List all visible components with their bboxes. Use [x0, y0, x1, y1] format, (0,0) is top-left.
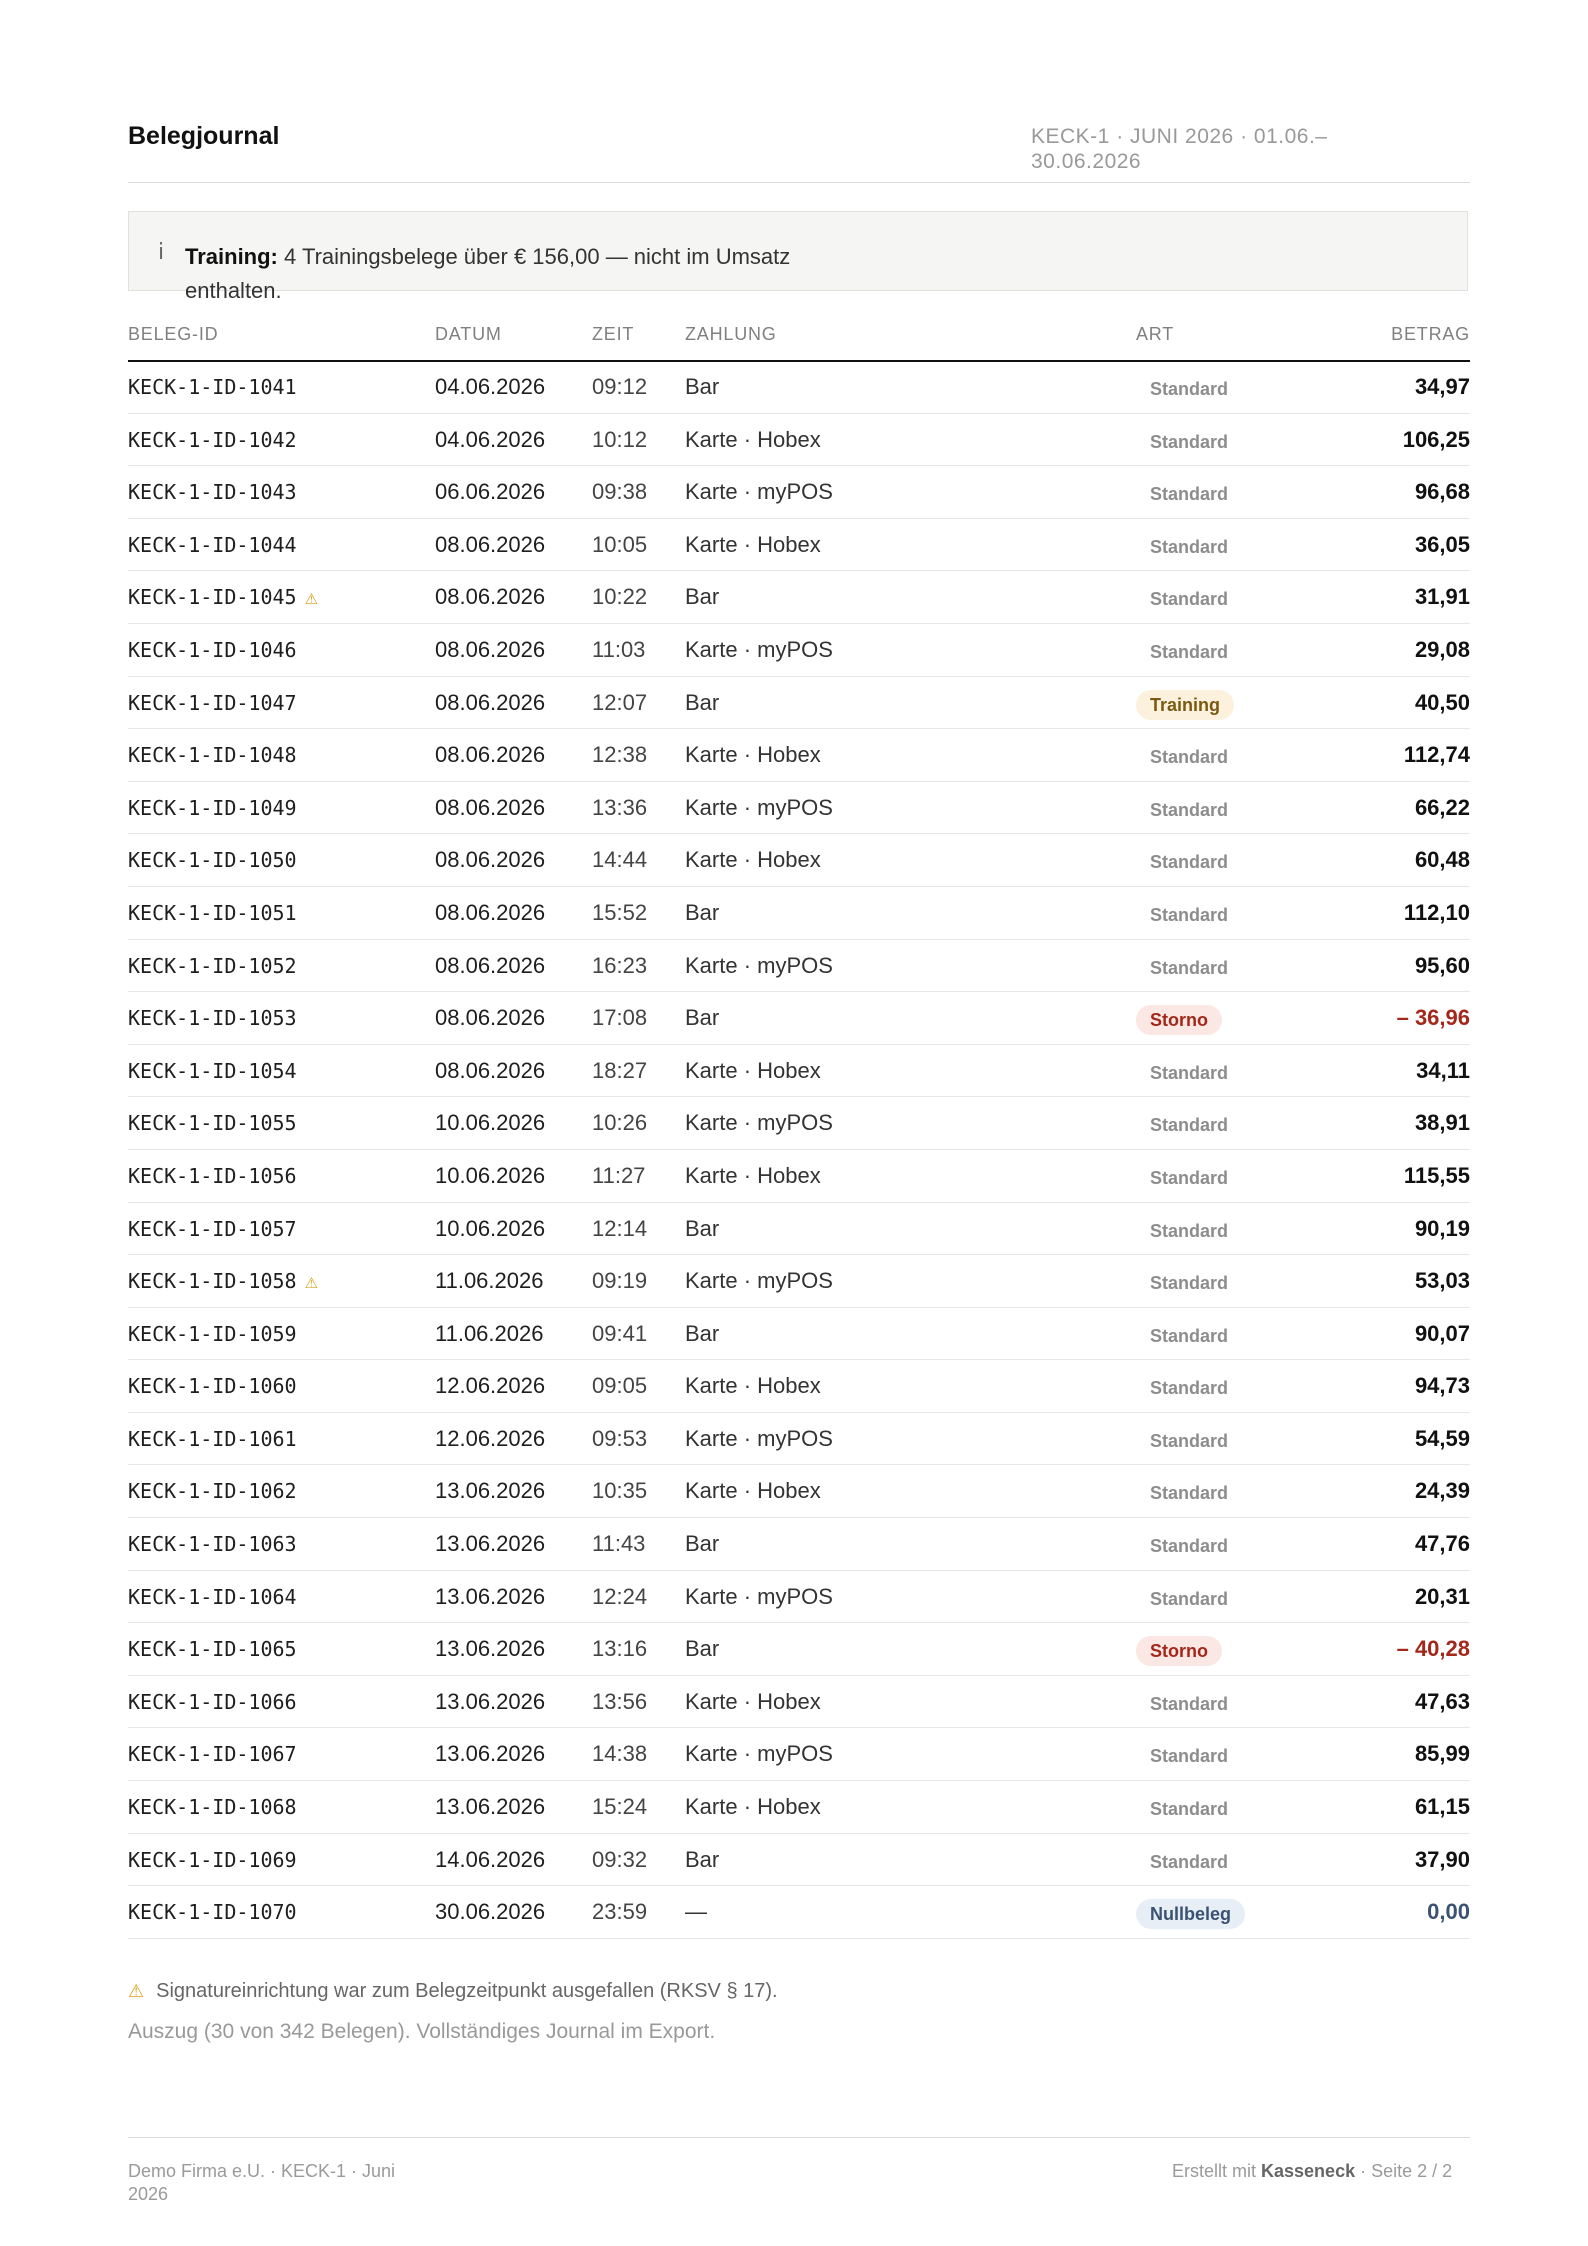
- receipt-amount: 40,50: [1414, 689, 1470, 715]
- receipt-id: [128, 1585, 297, 1609]
- receipt-type-badge: Standard: [1150, 484, 1229, 505]
- receipt-id-text: KECK-1-ID-1065: [128, 1637, 297, 1662]
- receipt-amount: 90,19: [1414, 1215, 1470, 1241]
- receipt-amount: 37,90: [1414, 1846, 1470, 1872]
- receipt-id: [128, 1269, 318, 1293]
- receipt-payment: Karte · myPOS: [685, 952, 833, 978]
- receipt-id: [128, 1111, 297, 1135]
- receipt-time: 09:41: [592, 1320, 648, 1346]
- table-row[interactable]: [128, 624, 1470, 677]
- receipt-amount: 112,74: [1403, 742, 1470, 768]
- receipt-time: 11:03: [592, 636, 646, 662]
- table-header: [128, 316, 1470, 362]
- footer-credit: [1172, 2160, 1472, 2183]
- receipt-date: 08.06.2026: [435, 1005, 546, 1031]
- receipt-id-text: KECK-1-ID-1042: [128, 427, 297, 452]
- receipt-id-text: KECK-1-ID-1048: [128, 743, 297, 768]
- receipt-payment: Bar: [685, 689, 720, 715]
- receipt-time: 09:38: [592, 479, 648, 505]
- table-row[interactable]: [128, 1150, 1470, 1203]
- receipt-id: [128, 1374, 297, 1398]
- receipt-id: [128, 1479, 297, 1503]
- table-row[interactable]: [128, 1255, 1470, 1308]
- report-meta: KECK-1 · JUNI 2026 · 01.06.–30.06.2026: [1031, 125, 1328, 173]
- training-info-box: [128, 211, 1468, 303]
- signature-note: [128, 1980, 778, 2003]
- receipt-id-text: KECK-1-ID-1045: [128, 585, 297, 610]
- table-row[interactable]: [128, 1203, 1470, 1256]
- receipt-type-badge: Standard: [1150, 1746, 1229, 1767]
- receipt-payment: Karte · Hobex: [685, 1688, 821, 1714]
- receipt-date: 10.06.2026: [435, 1162, 546, 1188]
- table-row[interactable]: [128, 361, 1470, 414]
- receipt-id-text: KECK-1-ID-1060: [128, 1374, 297, 1399]
- info-icon: i: [158, 240, 165, 265]
- receipt-amount: 115,55: [1403, 1162, 1470, 1188]
- receipt-time: 10:12: [592, 426, 648, 452]
- receipt-id-text: KECK-1-ID-1047: [128, 690, 297, 715]
- warning-icon: ⚠: [128, 1981, 145, 2002]
- receipt-date: 08.06.2026: [435, 531, 546, 557]
- receipt-payment: Bar: [685, 374, 720, 399]
- table-row[interactable]: [128, 519, 1470, 572]
- receipt-time: 09:12: [592, 374, 648, 399]
- receipt-date: 10.06.2026: [435, 1110, 546, 1136]
- receipt-amount: 90,07: [1414, 1320, 1470, 1346]
- receipt-time: 14:38: [592, 1741, 648, 1767]
- receipt-id-text: KECK-1-ID-1056: [128, 1163, 297, 1188]
- receipt-id: [128, 480, 297, 504]
- receipt-date: 12.06.2026: [435, 1425, 546, 1451]
- col-header-time[interactable]: ZEIT: [592, 324, 635, 344]
- receipt-id: [128, 428, 297, 452]
- table-row[interactable]: [128, 1728, 1470, 1781]
- receipt-type-badge: Standard: [1150, 1536, 1229, 1557]
- table-row[interactable]: [128, 414, 1470, 467]
- receipt-amount: 112,10: [1403, 899, 1470, 925]
- receipt-payment: Karte · Hobex: [685, 426, 821, 452]
- receipt-payment: Bar: [685, 1005, 720, 1031]
- col-header-type[interactable]: ART: [1136, 324, 1175, 344]
- receipt-id: [128, 1006, 297, 1030]
- receipt-id: [128, 954, 297, 978]
- receipt-type-badge: Nullbeleg: [1136, 1899, 1245, 1929]
- page-header: [128, 0, 1470, 183]
- receipt-id-text: KECK-1-ID-1068: [128, 1795, 297, 1820]
- receipt-id-text: KECK-1-ID-1052: [128, 953, 297, 978]
- table-row[interactable]: [128, 1518, 1470, 1571]
- receipt-id: [128, 1217, 297, 1241]
- receipt-date: 11.06.2026: [435, 1268, 544, 1294]
- receipt-time: 12:07: [592, 689, 648, 715]
- receipt-date: 11.06.2026: [435, 1320, 544, 1346]
- receipt-date: 13.06.2026: [435, 1531, 546, 1557]
- receipt-id: [128, 1848, 297, 1872]
- receipt-payment: Karte · Hobex: [685, 742, 821, 768]
- receipt-amount: 24,39: [1414, 1478, 1470, 1504]
- receipt-id: [128, 638, 297, 662]
- receipt-type-badge: Standard: [1150, 1378, 1229, 1399]
- receipt-id: [128, 1059, 297, 1083]
- receipt-payment: Bar: [685, 1531, 720, 1557]
- table-row[interactable]: [128, 1308, 1470, 1361]
- receipt-id-text: KECK-1-ID-1050: [128, 848, 297, 873]
- receipt-id-text: KECK-1-ID-1070: [128, 1900, 297, 1925]
- receipt-id-text: KECK-1-ID-1057: [128, 1216, 297, 1241]
- receipt-time: 13:36: [592, 794, 648, 820]
- table-row[interactable]: [128, 729, 1470, 782]
- table-row[interactable]: [128, 1834, 1470, 1887]
- receipt-payment: Karte · Hobex: [685, 1057, 821, 1083]
- table-row[interactable]: [128, 571, 1470, 624]
- receipt-type-badge: Standard: [1150, 536, 1229, 557]
- receipt-payment: Bar: [685, 1636, 720, 1662]
- receipt-time: 09:19: [592, 1268, 648, 1294]
- receipt-type-badge: Training: [1136, 690, 1234, 720]
- table-row[interactable]: [128, 834, 1470, 887]
- footer-page-number: · Seite 2 / 2: [1355, 2161, 1453, 2181]
- receipt-type-badge: Standard: [1150, 589, 1229, 610]
- receipt-id-text: KECK-1-ID-1069: [128, 1847, 297, 1872]
- col-header-id[interactable]: BELEG-ID: [128, 324, 219, 344]
- receipt-amount: 66,22: [1414, 794, 1470, 820]
- receipt-payment: Karte · Hobex: [685, 531, 821, 557]
- receipt-date: 08.06.2026: [435, 952, 546, 978]
- receipt-amount: 34,97: [1414, 374, 1470, 399]
- receipt-id-text: KECK-1-ID-1059: [128, 1321, 297, 1346]
- receipt-date: 08.06.2026: [435, 847, 546, 873]
- receipt-type-badge: Standard: [1150, 747, 1229, 768]
- receipt-payment: Bar: [685, 1320, 720, 1346]
- table-row[interactable]: [128, 1097, 1470, 1150]
- table-row[interactable]: [128, 1413, 1470, 1466]
- receipt-id: [128, 1532, 297, 1556]
- receipt-id-text: KECK-1-ID-1044: [128, 532, 297, 557]
- receipt-id-text: KECK-1-ID-1061: [128, 1426, 297, 1451]
- receipt-date: 13.06.2026: [435, 1688, 546, 1714]
- receipt-type-badge: Standard: [1150, 431, 1229, 452]
- receipt-date: 04.06.2026: [435, 374, 546, 399]
- table-row[interactable]: [128, 1571, 1470, 1624]
- receipt-type-badge: Standard: [1150, 1430, 1229, 1451]
- receipt-id-text: KECK-1-ID-1051: [128, 900, 297, 925]
- receipt-amount: 60,48: [1414, 847, 1470, 873]
- table-row[interactable]: [128, 1360, 1470, 1413]
- receipt-time: 10:22: [592, 584, 648, 610]
- page-footer: [128, 2137, 1470, 2204]
- receipt-amount: – 36,96: [1396, 1005, 1470, 1031]
- receipt-amount: 47,76: [1414, 1531, 1470, 1557]
- receipt-id: [128, 533, 297, 557]
- col-header-date[interactable]: DATUM: [435, 324, 502, 344]
- table-row[interactable]: [128, 1676, 1470, 1729]
- receipt-type-badge: Standard: [1150, 379, 1229, 399]
- receipt-time: 15:24: [592, 1794, 648, 1820]
- receipt-type-badge: Standard: [1150, 1483, 1229, 1504]
- receipt-id-text: KECK-1-ID-1055: [128, 1111, 297, 1136]
- receipt-type-badge: Standard: [1150, 1693, 1229, 1714]
- receipt-payment: Karte · Hobex: [685, 847, 821, 873]
- receipt-date: 14.06.2026: [435, 1846, 546, 1872]
- receipt-time: 10:26: [592, 1110, 648, 1136]
- receipt-time: 18:27: [592, 1057, 648, 1083]
- receipt-date: 13.06.2026: [435, 1478, 546, 1504]
- table-row[interactable]: [128, 887, 1470, 940]
- receipt-time: 12:14: [592, 1215, 648, 1241]
- receipt-amount: 85,99: [1414, 1741, 1470, 1767]
- receipt-type-badge: Standard: [1150, 1115, 1229, 1136]
- receipt-date: 30.06.2026: [435, 1899, 546, 1925]
- receipt-amount: 94,73: [1414, 1373, 1470, 1399]
- receipt-amount: 34,11: [1416, 1057, 1470, 1083]
- receipt-id-text: KECK-1-ID-1058: [128, 1269, 297, 1294]
- table-row[interactable]: [128, 466, 1470, 519]
- training-info-label: Training:: [185, 244, 278, 269]
- receipt-id: [128, 848, 297, 872]
- receipt-time: 09:32: [592, 1846, 648, 1872]
- receipt-time: 16:23: [592, 952, 648, 978]
- receipt-payment: Karte · Hobex: [685, 1373, 821, 1399]
- receipt-date: 08.06.2026: [435, 689, 546, 715]
- receipt-payment: Bar: [685, 584, 720, 610]
- receipt-id: [128, 1164, 297, 1188]
- receipt-date: 13.06.2026: [435, 1741, 546, 1767]
- receipt-time: 13:16: [592, 1636, 648, 1662]
- col-header-payment[interactable]: ZAHLUNG: [685, 324, 777, 344]
- receipt-date: 08.06.2026: [435, 794, 546, 820]
- table-row[interactable]: [128, 782, 1470, 835]
- receipt-payment: Karte · myPOS: [685, 794, 833, 820]
- receipt-time: 10:05: [592, 531, 648, 557]
- table-row[interactable]: [128, 1623, 1470, 1676]
- receipt-time: 10:35: [592, 1478, 648, 1504]
- table-row[interactable]: [128, 1465, 1470, 1518]
- receipt-id-text: KECK-1-ID-1067: [128, 1742, 297, 1767]
- receipt-id: [128, 691, 297, 715]
- receipt-id: [128, 901, 297, 925]
- receipt-date: 12.06.2026: [435, 1373, 546, 1399]
- receipt-id-text: KECK-1-ID-1046: [128, 637, 297, 662]
- receipt-date: 08.06.2026: [435, 636, 546, 662]
- receipt-time: 11:27: [592, 1162, 646, 1188]
- receipt-type-badge: Standard: [1150, 1851, 1229, 1872]
- receipt-payment: Karte · myPOS: [685, 636, 833, 662]
- receipt-type-badge: Standard: [1150, 641, 1229, 662]
- receipt-amount: 38,91: [1414, 1110, 1470, 1136]
- receipt-amount: 0,00: [1427, 1899, 1470, 1925]
- receipt-type-badge: Standard: [1150, 1325, 1229, 1346]
- receipt-time: 09:53: [592, 1425, 648, 1451]
- footer-company: Demo Firma e.U. · KECK-1 · Juni 2026: [128, 2161, 396, 2204]
- receipt-amount: – 40,28: [1396, 1636, 1470, 1662]
- receipt-id: [128, 1690, 297, 1714]
- receipt-type-badge: Standard: [1150, 904, 1229, 925]
- page-title: Belegjournal: [128, 122, 280, 150]
- receipt-id: [128, 796, 297, 820]
- receipt-time: 17:08: [592, 1005, 648, 1031]
- receipt-payment: Karte · Hobex: [685, 1478, 821, 1504]
- receipt-type-badge: Storno: [1136, 1636, 1222, 1666]
- receipt-type-badge: Standard: [1150, 957, 1229, 978]
- receipt-id-text: KECK-1-ID-1041: [128, 375, 297, 399]
- training-info-body: 4 Trainingsbelege über € 156,00 — nicht im Umsatz enthalten.: [185, 244, 791, 303]
- receipt-type-badge: Standard: [1150, 1062, 1229, 1083]
- receipt-payment: Karte · Hobex: [685, 1794, 821, 1820]
- receipt-payment: Karte · myPOS: [685, 1583, 833, 1609]
- receipt-type-badge: Standard: [1150, 1799, 1229, 1820]
- receipt-payment: Bar: [685, 1846, 720, 1872]
- receipt-id-text: KECK-1-ID-1062: [128, 1479, 297, 1504]
- receipt-time: 23:59: [592, 1899, 648, 1925]
- receipt-id: [128, 585, 318, 609]
- receipt-amount: 106,25: [1402, 426, 1470, 452]
- receipt-payment: —: [685, 1899, 707, 1925]
- receipt-amount: 96,68: [1414, 479, 1470, 505]
- table-row[interactable]: [128, 992, 1470, 1045]
- receipt-id: [128, 1795, 297, 1819]
- receipt-amount: 61,15: [1414, 1794, 1470, 1820]
- receipt-date: 08.06.2026: [435, 584, 546, 610]
- receipt-id-text: KECK-1-ID-1043: [128, 480, 297, 505]
- receipt-type-badge: Standard: [1150, 1588, 1229, 1609]
- receipt-type-badge: Standard: [1150, 799, 1229, 820]
- excerpt-note: Auszug (30 von 342 Belegen). Vollständiges Journal im Export.: [128, 2020, 716, 2043]
- table-row[interactable]: [128, 677, 1470, 730]
- receipt-amount: 31,91: [1414, 584, 1470, 610]
- receipt-date: 13.06.2026: [435, 1583, 546, 1609]
- receipt-amount: 47,63: [1414, 1688, 1470, 1714]
- receipt-amount: 53,03: [1414, 1268, 1470, 1294]
- receipt-amount: 29,08: [1414, 636, 1470, 662]
- receipt-id: [128, 1742, 297, 1766]
- col-header-amount[interactable]: BETRAG: [1391, 324, 1470, 344]
- receipt-time: 15:52: [592, 899, 648, 925]
- receipt-table-body: [128, 361, 1470, 1939]
- receipt-type-badge: Standard: [1150, 1167, 1229, 1188]
- receipt-id: [128, 743, 297, 767]
- receipt-id-text: KECK-1-ID-1064: [128, 1584, 297, 1609]
- receipt-type-badge: Standard: [1150, 1273, 1229, 1294]
- receipt-date: 08.06.2026: [435, 899, 546, 925]
- table-row[interactable]: [128, 1781, 1470, 1834]
- receipt-type-badge: Standard: [1150, 1220, 1229, 1241]
- receipt-id-text: KECK-1-ID-1063: [128, 1532, 297, 1557]
- receipt-id: [128, 375, 297, 399]
- receipt-date: 04.06.2026: [435, 426, 546, 452]
- receipt-date: 13.06.2026: [435, 1794, 546, 1820]
- receipt-time: 11:43: [592, 1531, 646, 1557]
- receipt-payment: Karte · myPOS: [685, 1741, 833, 1767]
- footer-brand: Kasseneck: [1261, 2161, 1356, 2181]
- page: [128, 0, 1470, 2204]
- footer-credit-prefix: Erstellt mit: [1172, 2161, 1262, 2181]
- receipt-date: 10.06.2026: [435, 1215, 546, 1241]
- warning-icon: ⚠: [304, 1274, 319, 1293]
- receipt-type-badge: Standard: [1150, 852, 1229, 873]
- training-info-text: [185, 240, 885, 308]
- receipt-id: [128, 1322, 297, 1346]
- receipt-payment: Karte · myPOS: [685, 1268, 833, 1294]
- receipt-payment: Karte · myPOS: [685, 1110, 833, 1136]
- receipt-id: [128, 1900, 297, 1924]
- table-row[interactable]: [128, 1045, 1470, 1098]
- receipt-id-text: KECK-1-ID-1066: [128, 1689, 297, 1714]
- receipt-id-text: KECK-1-ID-1053: [128, 1006, 297, 1031]
- receipt-time: 13:56: [592, 1688, 648, 1714]
- table-row[interactable]: [128, 1886, 1470, 1939]
- warning-icon: ⚠: [304, 590, 319, 609]
- receipt-time: 12:24: [592, 1583, 648, 1609]
- table-row[interactable]: [128, 940, 1470, 993]
- receipt-amount: 95,60: [1414, 952, 1470, 978]
- receipt-time: 14:44: [592, 847, 648, 873]
- receipt-id: [128, 1637, 297, 1661]
- receipt-amount: 20,31: [1414, 1583, 1470, 1609]
- receipt-payment: Karte · myPOS: [685, 479, 833, 505]
- receipt-date: 06.06.2026: [435, 479, 546, 505]
- receipt-payment: Bar: [685, 899, 720, 925]
- receipt-payment: Karte · Hobex: [685, 1162, 821, 1188]
- receipt-time: 09:05: [592, 1373, 648, 1399]
- receipt-id: [128, 1427, 297, 1451]
- receipt-time: 12:38: [592, 742, 648, 768]
- receipt-payment: Bar: [685, 1215, 720, 1241]
- receipt-id-text: KECK-1-ID-1054: [128, 1058, 297, 1083]
- receipt-amount: 54,59: [1414, 1425, 1470, 1451]
- receipt-payment: Karte · myPOS: [685, 1425, 833, 1451]
- receipt-type-badge: Storno: [1136, 1005, 1222, 1035]
- receipt-id-text: KECK-1-ID-1049: [128, 795, 297, 820]
- receipt-date: 08.06.2026: [435, 742, 546, 768]
- signature-note-text: Signatureinrichtung war zum Belegzeitpunkt ausgefallen (RKSV § 17).: [156, 1980, 778, 2002]
- receipt-amount: 36,05: [1414, 531, 1470, 557]
- receipt-date: 13.06.2026: [435, 1636, 546, 1662]
- receipt-date: 08.06.2026: [435, 1057, 546, 1083]
